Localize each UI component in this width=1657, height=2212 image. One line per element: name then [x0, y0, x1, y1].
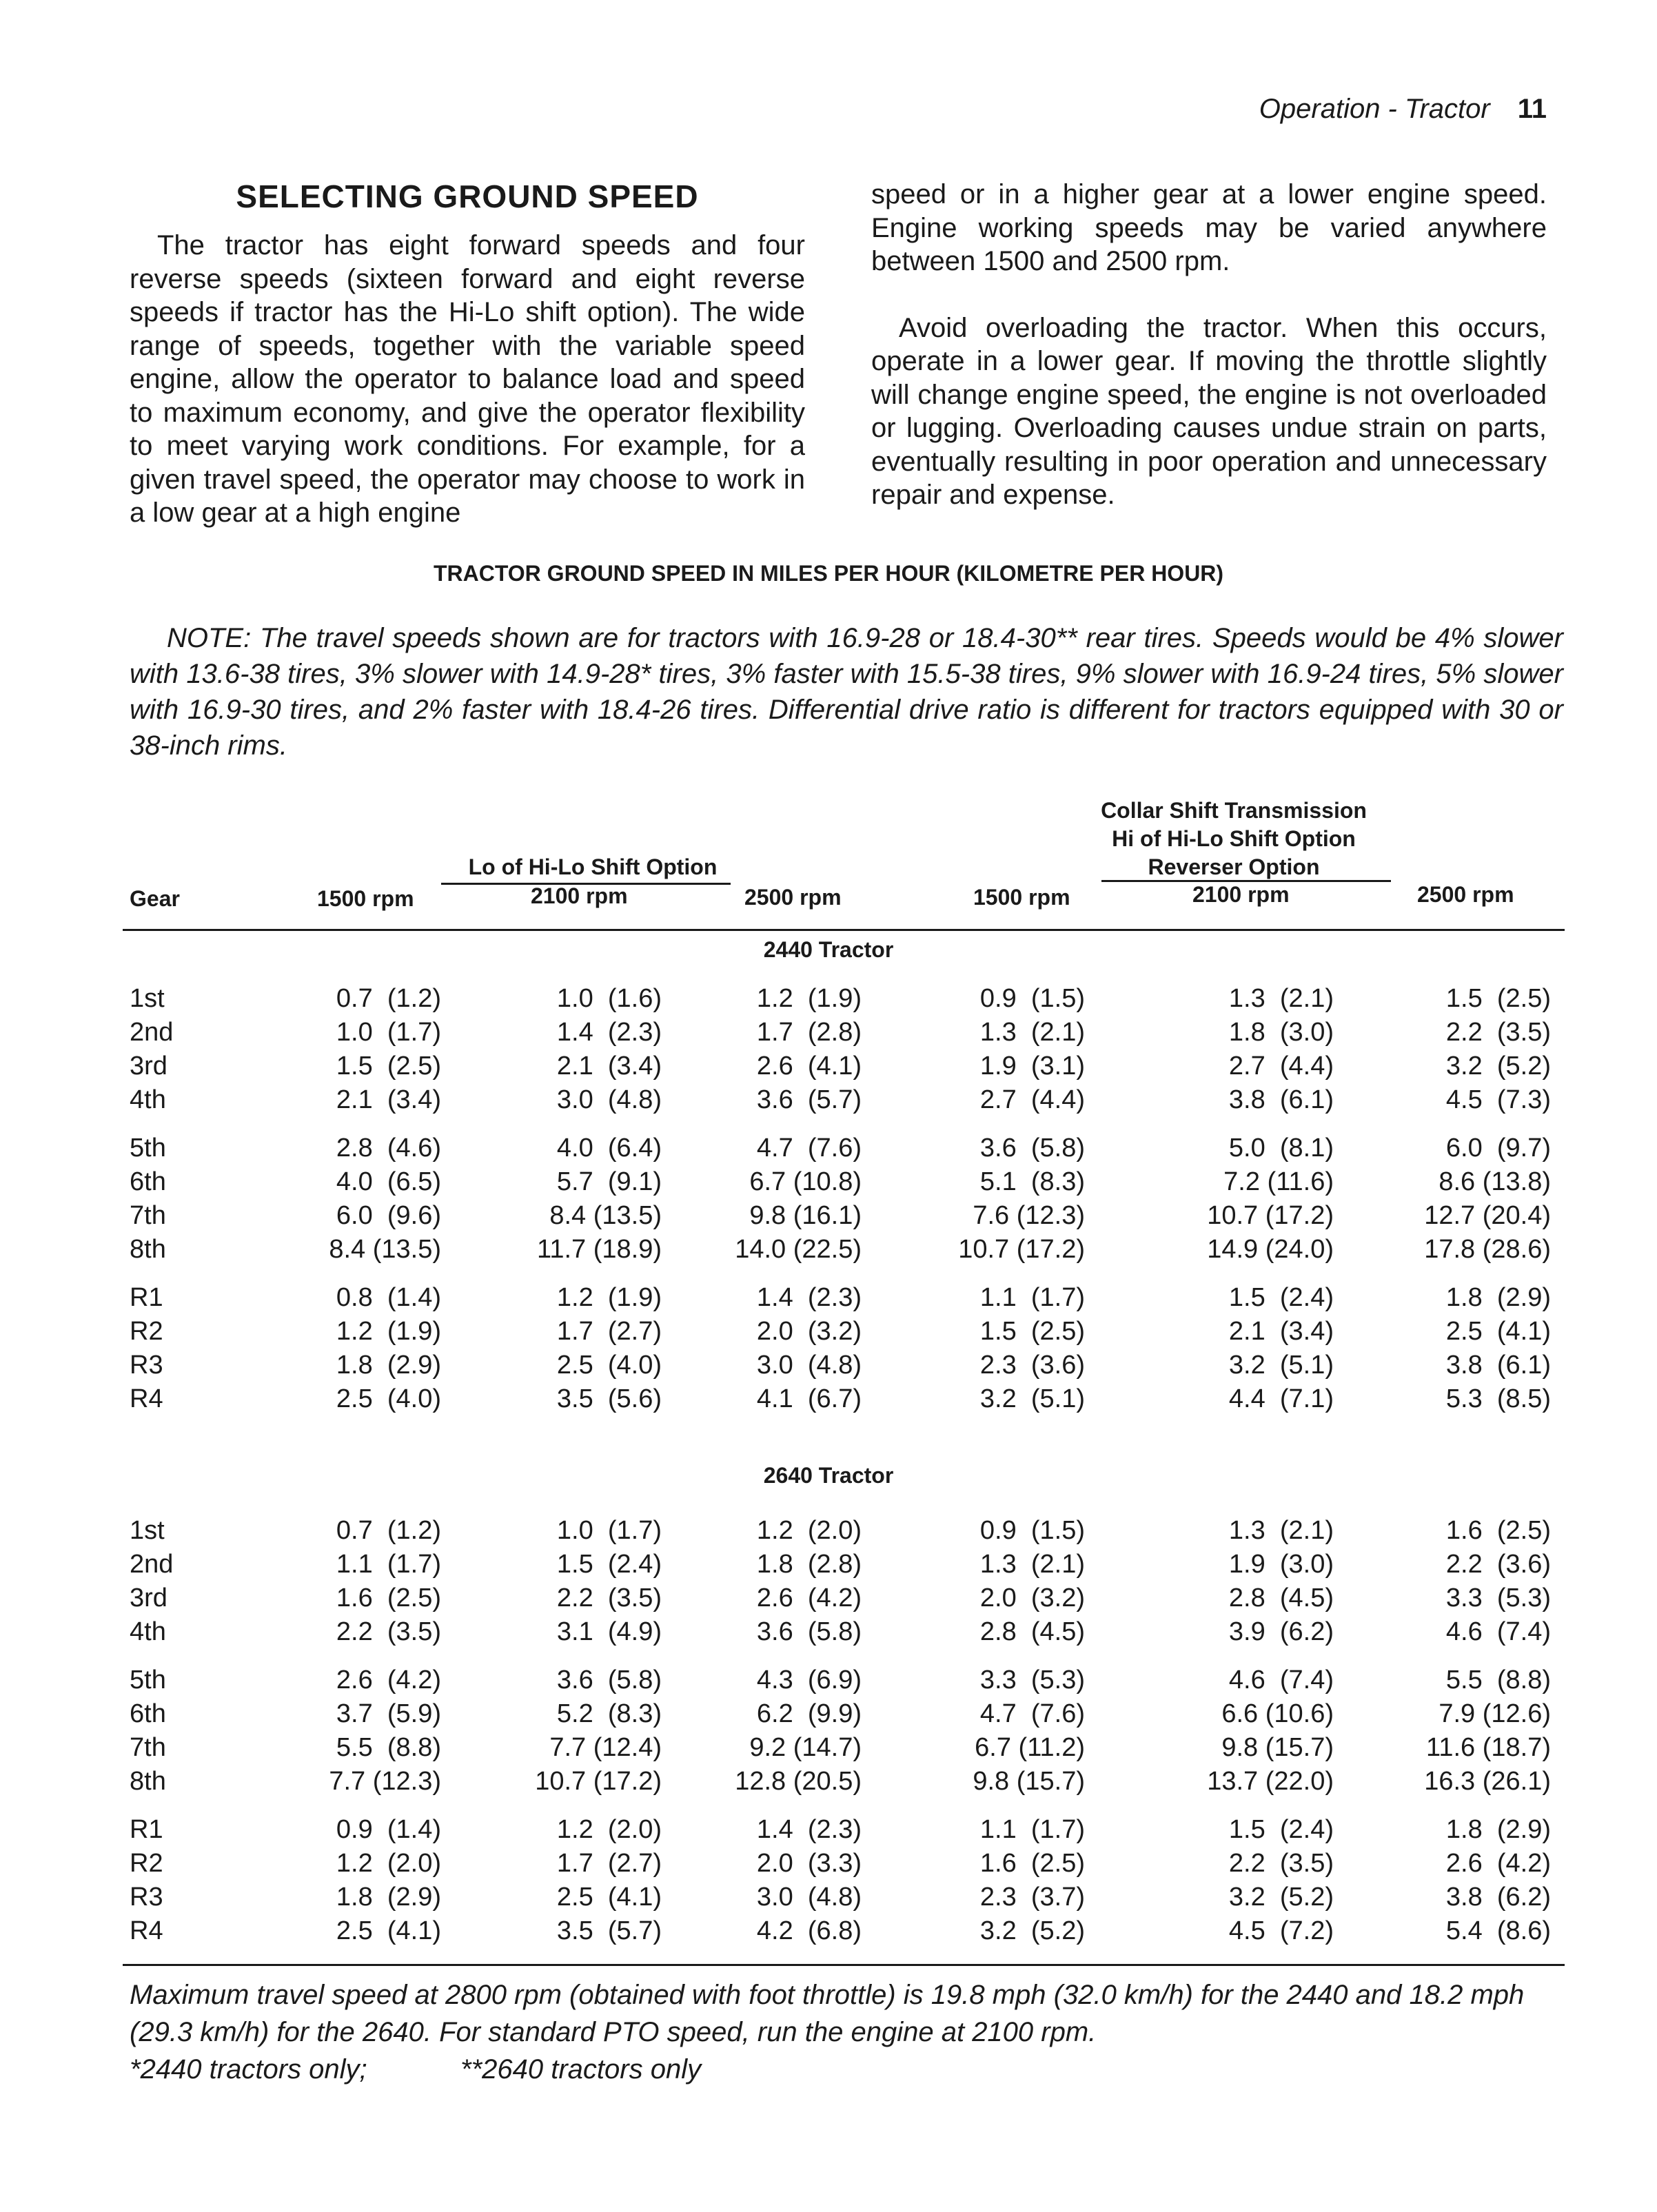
- speed-cell: 12.8 (20.5): [735, 1767, 862, 1796]
- speed-cell: 1.4 (2.3): [556, 1018, 662, 1047]
- table-row: [0, 1085, 1657, 1120]
- speed-cell: 2.5 (4.1): [556, 1883, 662, 1912]
- table-row: [0, 1018, 1657, 1052]
- speed-cell: 6.6 (10.6): [1221, 1699, 1334, 1728]
- speed-cell: 1.2 (1.9): [556, 1283, 662, 1312]
- speed-cell: 1.6 (2.5): [979, 1849, 1085, 1878]
- speed-cell: 1.9 (3.0): [1228, 1550, 1334, 1579]
- speed-cell: 1.2 (2.0): [556, 1815, 662, 1844]
- speed-cell: 0.7 (1.2): [336, 1516, 441, 1545]
- speed-cell: 3.6 (5.7): [756, 1085, 862, 1114]
- speed-cell: 4.7 (7.6): [979, 1699, 1085, 1728]
- speed-cell: 9.2 (14.7): [749, 1733, 862, 1762]
- table-row: [0, 1134, 1657, 1168]
- paragraph-left-1: The tractor has eight forward speeds and four reverse speeds (sixteen forward and eight reverse speeds if tractor has the Hi-Lo shift option). The wide range of speeds, together with the variable speed engine, allow the operator to balance load and speed to maximum economy, and give the operator flexibility to meet varying work conditions. For example, for a given travel speed, the operator may choose to work in a low gear at a high engine: [130, 230, 805, 528]
- speed-cell: 0.8 (1.4): [336, 1283, 441, 1312]
- speed-cell: 9.8 (15.7): [1221, 1733, 1334, 1762]
- speed-cell: 7.6 (12.3): [973, 1201, 1085, 1230]
- gear-cell: 5th: [130, 1666, 166, 1694]
- group-right-header: [1061, 797, 1406, 881]
- speed-cell: 8.4 (13.5): [329, 1235, 441, 1264]
- speed-cell: 3.8 (6.1): [1228, 1085, 1334, 1114]
- speed-cell: 1.5 (2.5): [979, 1317, 1085, 1346]
- speed-cell: 1.0 (1.7): [336, 1018, 441, 1047]
- table-row: [0, 1317, 1657, 1351]
- speed-cell: 6.2 (9.9): [756, 1699, 862, 1728]
- speed-cell: 0.9 (1.5): [979, 984, 1085, 1013]
- column-header-2: 2100 rpm: [531, 883, 628, 908]
- speed-cell: 10.7 (17.2): [1207, 1201, 1334, 1230]
- speed-cell: 1.3 (2.1): [1228, 1516, 1334, 1545]
- speed-cell: 3.3 (5.3): [979, 1666, 1085, 1694]
- speed-cell: 1.2 (1.9): [756, 984, 862, 1013]
- gear-cell: 1st: [130, 984, 165, 1013]
- speed-cell: 10.7 (17.2): [535, 1767, 662, 1796]
- speed-cell: 2.2 (3.6): [1445, 1550, 1551, 1579]
- speed-cell: 1.7 (2.7): [556, 1317, 662, 1346]
- speed-cell: 6.7 (10.8): [749, 1167, 862, 1196]
- speed-cell: 2.0 (3.2): [979, 1584, 1085, 1612]
- speed-cell: 1.8 (2.9): [336, 1883, 441, 1912]
- paragraph-right-2: Avoid overloading the tractor. When this occurs, operate in a lower gear. If moving the throttle slightly will change engine speed, the engine is not overloaded or lugging. Overloading causes undue strain on parts, eventually resulting in poor operation and unnecessary repair and expense.: [871, 312, 1547, 510]
- speed-cell: 3.9 (6.2): [1228, 1617, 1334, 1646]
- speed-cell: 1.5 (2.5): [336, 1052, 441, 1081]
- running-title: Operation - Tractor: [1259, 94, 1490, 124]
- speed-cell: 3.5 (5.7): [556, 1916, 662, 1945]
- speed-cell: 3.7 (5.9): [336, 1699, 441, 1728]
- speed-cell: 2.5 (4.1): [336, 1916, 441, 1945]
- speed-cell: 1.7 (2.8): [756, 1018, 862, 1047]
- speed-cell: 1.2 (2.0): [336, 1849, 441, 1878]
- gear-cell: R1: [130, 1815, 163, 1844]
- table-row: [0, 1767, 1657, 1801]
- speed-cell: 10.7 (17.2): [958, 1235, 1085, 1264]
- speed-cell: 2.6 (4.2): [336, 1666, 441, 1694]
- speed-cell: 3.2 (5.2): [1445, 1052, 1551, 1081]
- speed-cell: 1.0 (1.7): [556, 1516, 662, 1545]
- speed-cell: 1.5 (2.5): [1445, 984, 1551, 1013]
- speed-cell: 3.2 (5.1): [979, 1384, 1085, 1413]
- speed-cell: 4.5 (7.3): [1445, 1085, 1551, 1114]
- max-speed-note: Maximum travel speed at 2800 rpm (obtained with foot throttle) is 19.8 mph (32.0 km/h) for the 2440 and 18.2 mph (29.3 km/h) for the 2640. For standard PTO speed, run the engine at 2100 rpm.: [130, 1980, 1525, 2047]
- speed-cell: 3.1 (4.9): [556, 1617, 662, 1646]
- speed-cell: 14.9 (24.0): [1207, 1235, 1334, 1264]
- speed-cell: 1.9 (3.1): [979, 1052, 1085, 1081]
- gear-cell: 6th: [130, 1699, 166, 1728]
- gear-cell: R3: [130, 1883, 163, 1912]
- speed-cell: 1.3 (2.1): [1228, 984, 1334, 1013]
- speed-cell: 5.2 (8.3): [556, 1699, 662, 1728]
- speed-cell: 3.0 (4.8): [756, 1351, 862, 1380]
- speed-cell: 2.8 (4.5): [979, 1617, 1085, 1646]
- speed-cell: 0.9 (1.4): [336, 1815, 441, 1844]
- table-row: [0, 1550, 1657, 1584]
- speed-cell: 17.8 (28.6): [1424, 1235, 1551, 1264]
- gear-cell: 4th: [130, 1617, 166, 1646]
- table-row: [0, 1916, 1657, 1951]
- speed-cell: 6.0 (9.7): [1445, 1134, 1551, 1163]
- speed-cell: 11.7 (18.9): [537, 1235, 662, 1264]
- gear-cell: 3rd: [130, 1584, 167, 1612]
- speed-cell: 1.8 (2.9): [1445, 1815, 1551, 1844]
- group-right-line-2: Hi of Hi-Lo Shift Option: [1112, 826, 1356, 851]
- gear-cell: 4th: [130, 1085, 166, 1114]
- section-label: 2640 Tractor: [763, 1463, 894, 1488]
- speed-cell: 3.8 (6.1): [1445, 1351, 1551, 1380]
- speed-cell: 1.8 (2.9): [1445, 1283, 1551, 1312]
- table-row: [0, 1351, 1657, 1385]
- speed-cell: 2.0 (3.2): [756, 1317, 862, 1346]
- speed-cell: 1.5 (2.4): [1228, 1283, 1334, 1312]
- speed-cell: 2.8 (4.5): [1228, 1584, 1334, 1612]
- speed-cell: 2.3 (3.6): [979, 1351, 1085, 1380]
- gear-cell: 3rd: [130, 1052, 167, 1081]
- paragraph-right-1: speed or in a higher gear at a lower engine speed. Engine working speeds may be varied anywhere between 1500 and 2500 rpm.: [871, 179, 1547, 276]
- table-row: [0, 984, 1657, 1018]
- speed-cell: 4.6 (7.4): [1445, 1617, 1551, 1646]
- gear-cell: 6th: [130, 1167, 166, 1196]
- speed-cell: 2.6 (4.2): [756, 1584, 862, 1612]
- speed-cell: 4.1 (6.7): [756, 1384, 862, 1413]
- gear-cell: R1: [130, 1283, 163, 1312]
- speed-cell: 13.7 (22.0): [1207, 1767, 1334, 1796]
- speed-cell: 1.8 (2.9): [336, 1351, 441, 1380]
- section-title: SELECTING GROUND SPEED: [236, 178, 699, 214]
- speed-cell: 5.7 (9.1): [556, 1167, 662, 1196]
- footnote-2640: **2640 tractors only: [460, 2054, 702, 2085]
- speed-cell: 1.5 (2.4): [1228, 1815, 1334, 1844]
- speed-cell: 2.6 (4.1): [756, 1052, 862, 1081]
- table-row: [0, 1584, 1657, 1618]
- speed-cell: 3.0 (4.8): [556, 1085, 662, 1114]
- gear-cell: 7th: [130, 1733, 166, 1762]
- gear-cell: 8th: [130, 1767, 166, 1796]
- speed-cell: 3.5 (5.6): [556, 1384, 662, 1413]
- group-right-line-1: Collar Shift Transmission: [1101, 798, 1367, 823]
- table-row: [0, 1052, 1657, 1086]
- speed-cell: 2.3 (3.7): [979, 1883, 1085, 1912]
- footnotes: [130, 2051, 1563, 2088]
- column-header-3: 2500 rpm: [744, 885, 842, 910]
- column-header-1: 1500 rpm: [317, 886, 414, 911]
- header-rule: [123, 929, 1565, 931]
- table-row: [0, 1849, 1657, 1883]
- gear-cell: R4: [130, 1916, 163, 1945]
- speed-cell: 1.7 (2.7): [556, 1849, 662, 1878]
- speed-cell: 12.7 (20.4): [1424, 1201, 1551, 1230]
- speed-cell: 0.9 (1.5): [979, 1516, 1085, 1545]
- speed-cell: 4.0 (6.4): [556, 1134, 662, 1163]
- speed-cell: 0.7 (1.2): [336, 984, 441, 1013]
- speed-cell: 1.4 (2.3): [756, 1283, 862, 1312]
- column-header-6: 2500 rpm: [1417, 882, 1514, 907]
- table-row: [0, 1235, 1657, 1269]
- column-header-4: 1500 rpm: [973, 885, 1070, 910]
- speed-cell: 2.2 (3.5): [1445, 1018, 1551, 1047]
- speed-cell: 5.4 (8.6): [1445, 1916, 1551, 1945]
- note: NOTE: The travel speeds shown are for tractors with 16.9-28 or 18.4-30** rear tires. Speeds would be 4% slower with 13.6-38 tires, 3% slower with 14.9-28* tires, 3% faster with 15.5-38 tires, 9% slower with 16.9-24 tires, 5% slower with 16.9-30 tires, and 2% faster with 18.4-26 tires. Differential drive ratio is different for tractors equipped with 30 or 38-inch rims.: [130, 623, 1563, 761]
- speed-cell: 7.7 (12.3): [329, 1767, 441, 1796]
- speed-cell: 7.7 (12.4): [549, 1733, 662, 1762]
- group-left-header: Lo of Hi-Lo Shift Option: [468, 854, 718, 879]
- speed-cell: 2.5 (4.0): [336, 1384, 441, 1413]
- speed-cell: 2.1 (3.4): [1228, 1317, 1334, 1346]
- speed-cell: 8.4 (13.5): [549, 1201, 662, 1230]
- speed-cell: 1.2 (1.9): [336, 1317, 441, 1346]
- speed-cell: 2.5 (4.1): [1445, 1317, 1551, 1346]
- table-row: [0, 1733, 1657, 1768]
- speed-cell: 2.7 (4.4): [979, 1085, 1085, 1114]
- speed-cell: 5.5 (8.8): [1445, 1666, 1551, 1694]
- speed-cell: 1.0 (1.6): [556, 984, 662, 1013]
- section-label: 2440 Tractor: [763, 937, 894, 962]
- speed-cell: 6.0 (9.6): [336, 1201, 441, 1230]
- speed-cell: 4.7 (7.6): [756, 1134, 862, 1163]
- speed-cell: 8.6 (13.8): [1439, 1167, 1551, 1196]
- speed-cell: 16.3 (26.1): [1424, 1767, 1551, 1796]
- gear-cell: 5th: [130, 1134, 166, 1163]
- gear-cell: 8th: [130, 1235, 166, 1264]
- speed-cell: 3.2 (5.2): [979, 1916, 1085, 1945]
- gear-cell: 7th: [130, 1201, 166, 1230]
- speed-cell: 2.8 (4.6): [336, 1134, 441, 1163]
- table-row: [0, 1201, 1657, 1236]
- left-column: [130, 178, 805, 530]
- speed-cell: 2.0 (3.3): [756, 1849, 862, 1878]
- speed-cell: 1.1 (1.7): [336, 1550, 441, 1579]
- table-row: [0, 1167, 1657, 1202]
- footer: [130, 1976, 1563, 2088]
- table-row: [0, 1666, 1657, 1700]
- speed-cell: 7.2 (11.6): [1223, 1167, 1334, 1196]
- column-header-5: 2100 rpm: [1192, 882, 1290, 907]
- speed-cell: 3.6 (5.8): [756, 1617, 862, 1646]
- right-column: [871, 178, 1547, 512]
- speed-cell: 2.2 (3.5): [556, 1584, 662, 1612]
- speed-cell: 1.2 (2.0): [756, 1516, 862, 1545]
- speed-cell: 3.3 (5.3): [1445, 1584, 1551, 1612]
- speed-cell: 2.1 (3.4): [336, 1085, 441, 1114]
- group-right-line-3: Reverser Option: [1148, 854, 1320, 879]
- gear-cell: 1st: [130, 1516, 165, 1545]
- table-row: [0, 1699, 1657, 1734]
- table-row: [0, 1384, 1657, 1419]
- speed-cell: 5.5 (8.8): [336, 1733, 441, 1762]
- table-row: [0, 1617, 1657, 1652]
- speed-cell: 2.2 (3.5): [336, 1617, 441, 1646]
- speed-cell: 1.1 (1.7): [979, 1283, 1085, 1312]
- table-row: [0, 1283, 1657, 1318]
- speed-cell: 1.1 (1.7): [979, 1815, 1085, 1844]
- speed-cell: 7.9 (12.6): [1439, 1699, 1551, 1728]
- speed-cell: 11.6 (18.7): [1426, 1733, 1551, 1762]
- speed-cell: 2.5 (4.0): [556, 1351, 662, 1380]
- speed-cell: 4.6 (7.4): [1228, 1666, 1334, 1694]
- speed-cell: 1.4 (2.3): [756, 1815, 862, 1844]
- speed-cell: 1.8 (2.8): [756, 1550, 862, 1579]
- speed-cell: 5.3 (8.5): [1445, 1384, 1551, 1413]
- table-row: [0, 1883, 1657, 1917]
- speed-cell: 3.6 (5.8): [556, 1666, 662, 1694]
- speed-cell: 4.3 (6.9): [756, 1666, 862, 1694]
- table-row: [0, 1516, 1657, 1550]
- gear-cell: R3: [130, 1351, 163, 1380]
- gear-cell: R4: [130, 1384, 163, 1413]
- footer-rule: [123, 1964, 1565, 1966]
- gear-cell: R2: [130, 1849, 163, 1878]
- speed-cell: 5.0 (8.1): [1228, 1134, 1334, 1163]
- page-number: 11: [1517, 94, 1547, 124]
- speed-cell: 2.1 (3.4): [556, 1052, 662, 1081]
- speed-cell: 4.0 (6.5): [336, 1167, 441, 1196]
- table-row: [0, 1815, 1657, 1850]
- speed-cell: 2.2 (3.5): [1228, 1849, 1334, 1878]
- gear-cell: 2nd: [130, 1018, 174, 1047]
- speed-cell: 6.7 (11.2): [975, 1733, 1085, 1762]
- speed-cell: 9.8 (16.1): [749, 1201, 862, 1230]
- table-title: TRACTOR GROUND SPEED IN MILES PER HOUR (KILOMETRE PER HOUR): [433, 561, 1224, 586]
- speed-cell: 1.3 (2.1): [979, 1550, 1085, 1579]
- footnote-2440: *2440 tractors only;: [130, 2054, 367, 2085]
- speed-cell: 3.0 (4.8): [756, 1883, 862, 1912]
- speed-cell: 1.6 (2.5): [336, 1584, 441, 1612]
- speed-cell: 14.0 (22.5): [735, 1235, 862, 1264]
- gear-cell: 2nd: [130, 1550, 174, 1579]
- gear-header: Gear: [130, 886, 180, 911]
- speed-cell: 2.6 (4.2): [1445, 1849, 1551, 1878]
- speed-cell: 1.6 (2.5): [1445, 1516, 1551, 1545]
- speed-cell: 5.1 (8.3): [979, 1167, 1085, 1196]
- running-head: [1259, 94, 1547, 125]
- speed-cell: 4.5 (7.2): [1228, 1916, 1334, 1945]
- speed-cell: 3.2 (5.1): [1228, 1351, 1334, 1380]
- speed-cell: 2.7 (4.4): [1228, 1052, 1334, 1081]
- speed-cell: 3.6 (5.8): [979, 1134, 1085, 1163]
- speed-cell: 3.2 (5.2): [1228, 1883, 1334, 1912]
- speed-cell: 9.8 (15.7): [973, 1767, 1085, 1796]
- speed-cell: 1.3 (2.1): [979, 1018, 1085, 1047]
- speed-cell: 1.8 (3.0): [1228, 1018, 1334, 1047]
- gear-cell: R2: [130, 1317, 163, 1346]
- speed-cell: 4.4 (7.1): [1228, 1384, 1334, 1413]
- speed-cell: 1.5 (2.4): [556, 1550, 662, 1579]
- speed-cell: 4.2 (6.8): [756, 1916, 862, 1945]
- speed-cell: 3.8 (6.2): [1445, 1883, 1551, 1912]
